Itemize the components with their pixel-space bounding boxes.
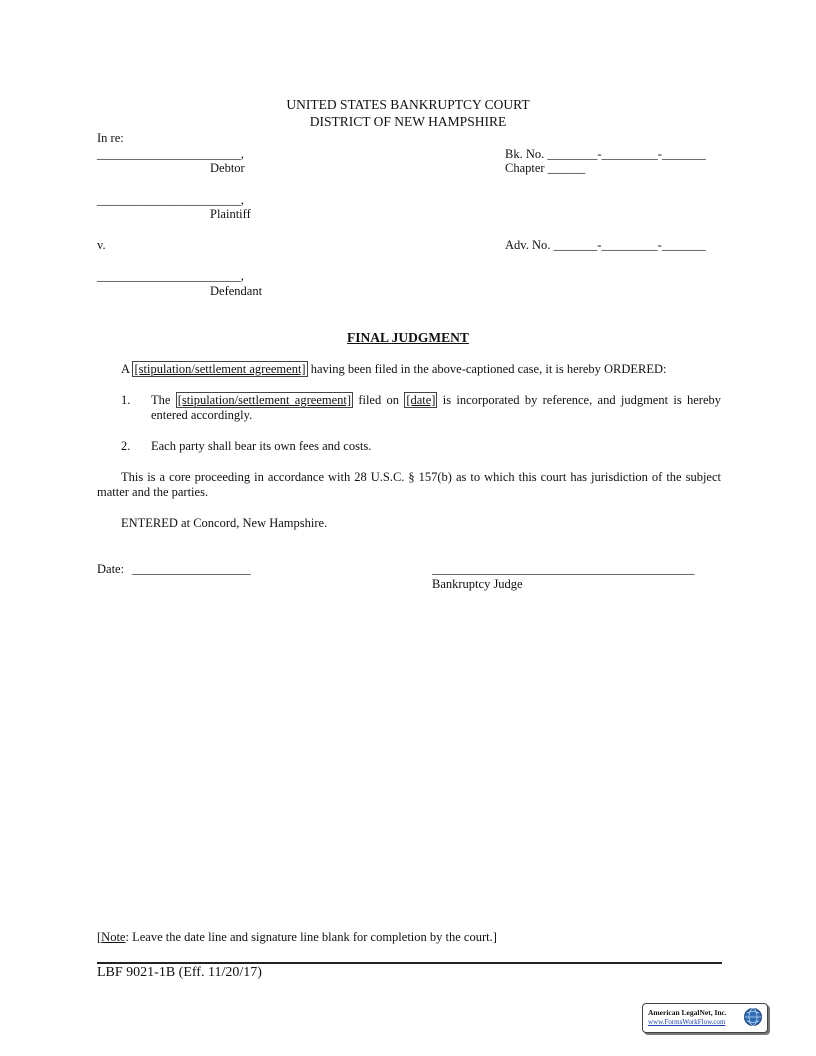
vendor-logo[interactable] xyxy=(642,1003,768,1033)
intro-prefix: A xyxy=(121,362,133,376)
district-name: DISTRICT OF NEW HAMPSHIRE xyxy=(309,114,507,129)
item1-prefix: The xyxy=(151,393,176,407)
completion-note xyxy=(97,930,497,945)
bk-no-field: Bk. No. ________-_________-_______ xyxy=(505,147,706,161)
item2-text: Each party shall bear its own fees and costs. xyxy=(151,439,372,453)
form-id: LBF 9021-1B (Eff. 11/20/17) xyxy=(97,965,262,980)
item1-placeholder-agreement: [stipulation/settlement agreement] xyxy=(177,393,352,407)
note-open-bracket: [ xyxy=(97,930,102,944)
vendor-url-link[interactable]: www.FormsWorkFlow.com xyxy=(648,1018,726,1026)
court-name: UNITED STATES BANKRUPTCY COURT xyxy=(286,97,530,112)
plaintiff-label: Plaintiff xyxy=(210,207,251,221)
chapter-field: Chapter ______ xyxy=(505,161,586,175)
document-title: FINAL JUDGMENT xyxy=(347,330,469,345)
intro-placeholder-box: [stipulation/settlement agreement] xyxy=(134,362,306,376)
footer-divider xyxy=(97,962,722,964)
judge-label: Bankruptcy Judge xyxy=(432,577,523,591)
entered-statement: ENTERED at Concord, New Hampshire. xyxy=(121,516,328,530)
in-re-label: In re: xyxy=(97,131,124,145)
vendor-name: American LegalNet, Inc. xyxy=(648,1008,727,1017)
defendant-line: _______________________, xyxy=(97,269,244,283)
judge-signature-line: __________________________________________ xyxy=(432,562,695,576)
item1-suffix: is incorporated by reference, and judgment is hereby entered accordingly. xyxy=(151,393,722,422)
globe-icon xyxy=(743,1007,763,1027)
adv-no-field: Adv. No. _______-_________-_______ xyxy=(505,238,706,252)
plaintiff-line: _______________________, xyxy=(97,193,244,207)
intro-suffix: having been filed in the above-captioned case, it is hereby ORDERED: xyxy=(307,362,667,376)
debtor-line: _______________________, xyxy=(97,147,244,161)
date-line: ___________________ xyxy=(132,562,251,576)
item2-number: 2. xyxy=(121,439,131,453)
defendant-label: Defendant xyxy=(210,284,263,298)
item1-number: 1. xyxy=(121,393,131,407)
item1-placeholder-date: [date] xyxy=(406,393,436,407)
item1-text xyxy=(151,393,721,423)
date-label: Date: xyxy=(97,562,125,576)
versus-label: v. xyxy=(97,238,106,252)
core-proceeding-paragraph: This is a core proceeding in accordance with 28 U.S.C. § 157(b) as to which this court has jurisdiction of the subject matter and the parties. xyxy=(97,470,721,499)
note-text: : Leave the date line and signature line blank for completion by the court.] xyxy=(125,930,497,944)
item1-mid: filed on xyxy=(353,393,405,407)
debtor-label: Debtor xyxy=(210,161,245,175)
intro-paragraph xyxy=(121,362,667,377)
note-label: Note xyxy=(101,930,126,944)
